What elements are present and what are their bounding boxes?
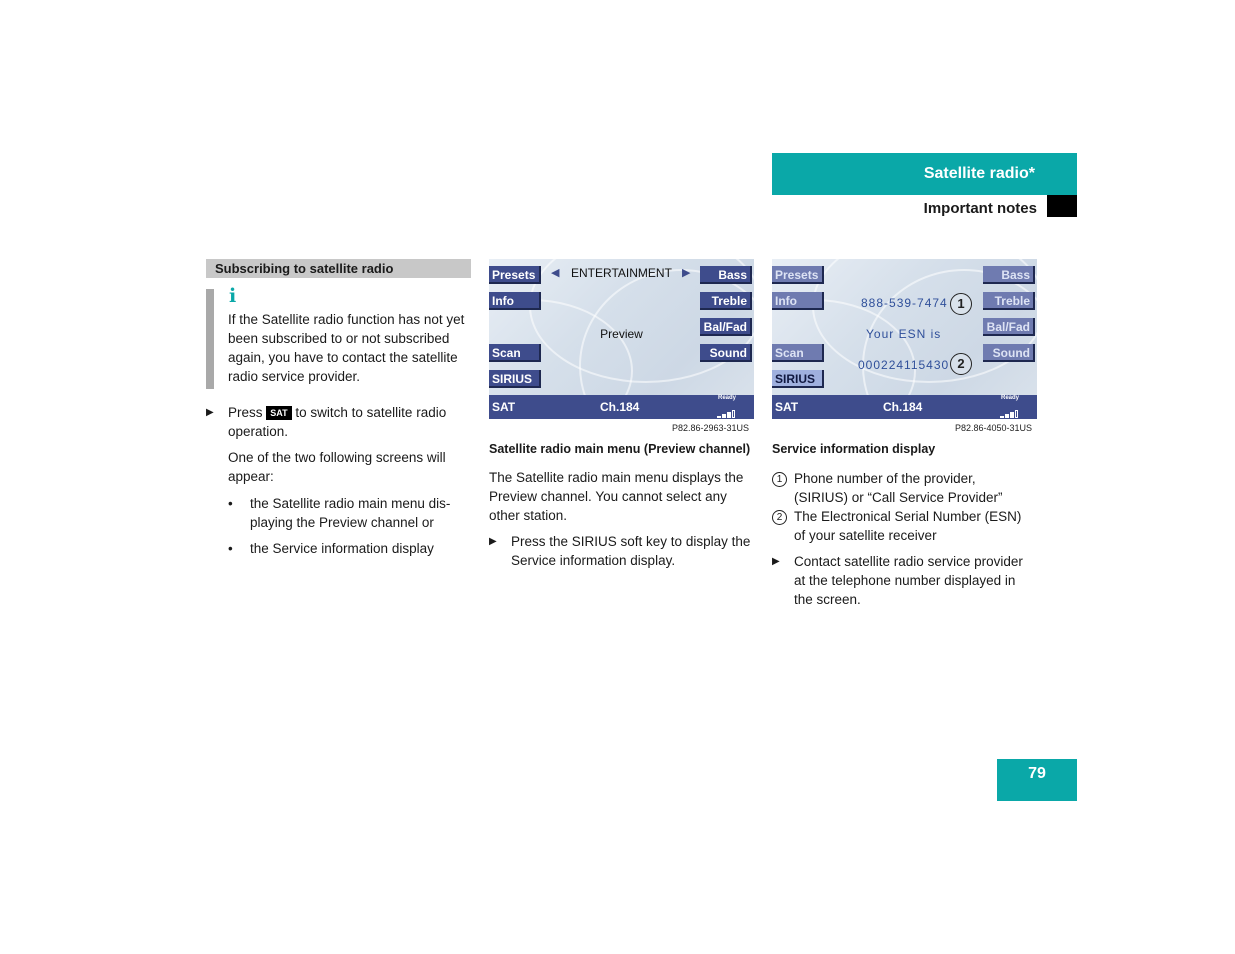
legend-2-marker: [772, 507, 787, 526]
status-bar: [489, 395, 754, 419]
info-softkey[interactable]: Info: [772, 292, 824, 310]
legend-item-1: [794, 469, 1044, 507]
presets-softkey[interactable]: Presets: [489, 266, 541, 284]
bullet-line: the Satellite radio main menu dis-: [250, 496, 451, 511]
presets-softkey[interactable]: Presets: [772, 266, 824, 284]
screen-main-menu: [489, 259, 754, 419]
legend-line: The Electronical Serial Number (ESN): [794, 509, 1022, 524]
sat-key-icon: SAT: [266, 406, 291, 420]
step-line: Service information display.: [511, 553, 676, 568]
intro-line: appear:: [228, 469, 274, 484]
info-line: again, you have to contact the satellite: [228, 350, 458, 365]
screen-service-info: [772, 259, 1037, 419]
band-label: SAT: [492, 400, 516, 414]
channel-number: Ch.184: [600, 400, 640, 414]
provider-phone: 888-539-7474: [861, 296, 948, 310]
step-line: the screen.: [794, 592, 861, 607]
callout-1: 1: [772, 472, 787, 487]
signal-strength-icon: [1000, 404, 1019, 418]
next-arrow-icon[interactable]: ▶: [682, 267, 691, 279]
page-number: 79: [997, 759, 1077, 801]
scan-softkey[interactable]: Scan: [489, 344, 541, 362]
step-arrow-icon: ▶: [206, 407, 214, 418]
sound-softkey[interactable]: Sound: [700, 344, 752, 362]
press-label: Press: [228, 405, 263, 420]
bullet-line: playing the Preview channel or: [250, 515, 434, 530]
info-line: been subscribed to or not subscribed: [228, 331, 450, 346]
bass-softkey[interactable]: Bass: [983, 266, 1035, 284]
step-line: Press the SIRIUS soft key to display the: [511, 534, 751, 549]
press-sat-step: [228, 403, 478, 441]
info-softkey[interactable]: Info: [489, 292, 541, 310]
legend-line: (SIRIUS) or “Call Service Provider”: [794, 490, 1003, 505]
sound-softkey[interactable]: Sound: [983, 344, 1035, 362]
para-line: Preview channel. You cannot select any: [489, 489, 727, 504]
status-bar: [772, 395, 1037, 419]
esn-label: Your ESN is: [866, 327, 942, 341]
ready-label: Ready: [718, 395, 737, 401]
ready-label: Ready: [1001, 395, 1020, 401]
press-text-cont: operation.: [228, 424, 289, 439]
info-line: radio service provider.: [228, 369, 361, 384]
prev-arrow-icon[interactable]: ◀: [551, 267, 560, 279]
legend-1-marker: [772, 469, 787, 488]
bullet-main-menu: [250, 494, 478, 532]
bullet-service-info: the Service information display: [250, 541, 434, 556]
step-arrow-icon: ▶: [489, 536, 497, 547]
channel-label: Preview: [600, 327, 643, 341]
bass-softkey[interactable]: Bass: [700, 266, 752, 284]
section-subtitle: Important notes: [923, 200, 1037, 217]
info-icon: i: [229, 285, 237, 307]
step-line: at the telephone number displayed in: [794, 573, 1016, 588]
step-arrow-icon: ▶: [772, 556, 780, 567]
legend-item-2: [794, 507, 1044, 545]
figure-caption: Service information display: [772, 442, 936, 456]
press-text: to switch to satellite radio: [295, 405, 447, 420]
para-line: other station.: [489, 508, 568, 523]
channel-number: Ch.184: [883, 400, 923, 414]
step-line: Contact satellite radio service provider: [794, 554, 1023, 569]
callout-2: 2: [950, 353, 972, 375]
subsection-heading: Subscribing to satellite radio: [206, 259, 471, 278]
esn-number: 000224115430: [858, 358, 950, 372]
sirius-softkey[interactable]: SIRIUS: [489, 370, 541, 388]
balfad-softkey[interactable]: Bal/Fad: [700, 318, 752, 336]
header-marker: [1047, 195, 1077, 217]
figure-caption: Satellite radio main menu (Preview channel): [489, 442, 751, 456]
balfad-softkey[interactable]: Bal/Fad: [983, 318, 1035, 336]
treble-softkey[interactable]: Treble: [983, 292, 1035, 310]
band-label: SAT: [775, 400, 799, 414]
section-title: Satellite radio*: [923, 165, 1035, 182]
screens-intro: [228, 448, 478, 486]
signal-strength-icon: [717, 404, 736, 418]
callout-2: 2: [772, 510, 787, 525]
callout-1: 1: [950, 293, 972, 315]
bullet-dot: •: [228, 496, 233, 511]
bullet-dot: •: [228, 541, 233, 556]
contact-step: [794, 552, 1044, 609]
legend-line: Phone number of the provider,: [794, 471, 976, 486]
intro-line: One of the two following screens will: [228, 450, 446, 465]
figure-code: P82.86-4050-31US: [955, 423, 1033, 433]
para-line: The Satellite radio main menu displays the: [489, 470, 744, 485]
info-note: [228, 310, 478, 386]
figure-code: P82.86-2963-31US: [672, 423, 750, 433]
sirius-softkey[interactable]: SIRIUS: [772, 370, 824, 388]
info-sidebar: [206, 289, 214, 389]
scan-softkey[interactable]: Scan: [772, 344, 824, 362]
info-line: If the Satellite radio function has not yet: [228, 312, 465, 327]
main-menu-description: [489, 468, 759, 525]
header-bar: [772, 153, 1077, 195]
legend-line: of your satellite receiver: [794, 528, 937, 543]
category-label: ENTERTAINMENT: [571, 266, 672, 280]
sirius-step: [511, 532, 761, 570]
treble-softkey[interactable]: Treble: [700, 292, 752, 310]
